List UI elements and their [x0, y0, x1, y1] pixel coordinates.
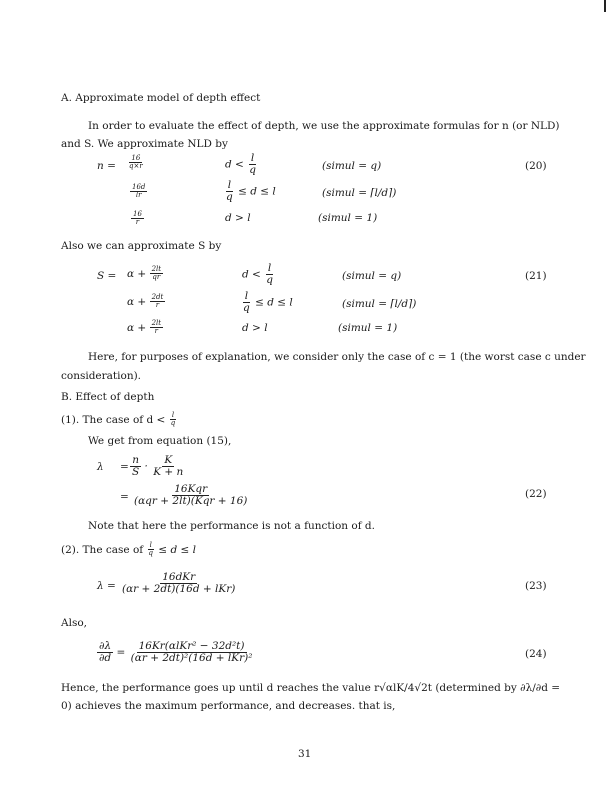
case-label: (2). The case of	[61, 543, 144, 556]
denominator: S	[132, 466, 140, 479]
paragraph-line: Here, for purposes of explanation, we consider only the case of c = 1 (the worst case c under	[88, 351, 586, 363]
numerator: 2dt	[151, 293, 164, 301]
eq20-simul: (simul = ⌈l/d⌉)	[322, 187, 397, 199]
numerator: l	[171, 411, 175, 419]
numerator: l	[149, 541, 152, 549]
term-prefix: α +	[127, 295, 147, 308]
eq21-condition	[242, 263, 275, 286]
eq20-number: (20)	[525, 160, 547, 172]
numerator: 16dKr	[162, 571, 196, 583]
eq21-number: (21)	[525, 270, 547, 282]
denominator: q	[249, 164, 256, 177]
numerator: 2lt	[151, 265, 162, 273]
eq21-simul: (simul = ⌈l/d⌉)	[342, 298, 417, 310]
denominator: qr	[152, 273, 161, 282]
eq21-term	[127, 294, 165, 310]
eq20-condition	[224, 180, 276, 203]
eq21-lhs: S =	[97, 270, 117, 282]
numerator: 16d	[132, 183, 146, 191]
eq20-simul: (simul = q)	[322, 160, 382, 172]
eq20-condition: d > l	[225, 212, 251, 224]
eq20-lhs: n =	[97, 160, 116, 172]
numerator: l	[244, 290, 249, 302]
eq24-number: (24)	[525, 648, 547, 660]
paragraph-line: Hence, the performance goes up until d reaches the value r√αlK/4√2t (determined by ∂λ/∂d =	[61, 682, 561, 694]
case2-heading	[61, 542, 196, 558]
paragraph-line: and S. We approximate NLD by	[61, 138, 228, 150]
numerator: l	[250, 152, 255, 164]
case-label: (1). The case of d <	[61, 413, 166, 426]
dot: ·	[144, 460, 148, 473]
denominator: q	[243, 302, 250, 315]
eq23-rhs	[120, 572, 237, 595]
denominator: r	[155, 301, 160, 310]
section-a-heading: A. Approximate model of depth effect	[61, 92, 261, 104]
page-number: 31	[298, 748, 312, 760]
paragraph-line: consideration).	[61, 370, 142, 382]
denominator: K + n	[153, 466, 184, 479]
paragraph-line: Note that here the performance is not a function of d.	[88, 520, 375, 532]
denominator: lr	[135, 191, 142, 200]
paragraph-line: 0) achieves the maximum performance, and decreases. that is,	[61, 700, 396, 712]
eq21-simul: (simul = q)	[342, 270, 402, 282]
eq21-condition	[241, 291, 293, 314]
eq20-condition	[225, 153, 258, 176]
denominator: ∂d	[99, 652, 112, 665]
eq21-condition: d > l	[242, 322, 268, 334]
eq20-term	[130, 184, 147, 200]
scan-edge-mark	[604, 0, 606, 12]
denominator: q	[266, 274, 273, 287]
numerator: ∂λ	[99, 640, 112, 652]
paragraph-line: Also we can approximate S by	[61, 240, 222, 252]
term-prefix: α +	[127, 267, 147, 280]
eq22-number: (22)	[525, 488, 547, 500]
eq20-term	[131, 211, 144, 227]
section-b-heading: B. Effect of depth	[61, 391, 155, 403]
cond-text: d <	[242, 268, 261, 281]
eq22-rhs2	[132, 484, 249, 507]
denominator: q	[148, 549, 153, 558]
denominator: r	[154, 327, 159, 336]
case-condition: ≤ d ≤ l	[158, 543, 197, 556]
denominator: (αr + 2dt)(16d + lKr)	[122, 583, 236, 596]
eq21-term	[127, 266, 163, 282]
numerator: 16	[133, 210, 142, 218]
numerator: 16Kr(αlKr² − 32d²t)	[138, 640, 245, 652]
denominator: q×r	[129, 162, 143, 171]
eq21-term	[127, 320, 163, 336]
denominator: q	[170, 419, 176, 428]
denominator: (αqr + 2lt)(Kqr + 16)	[134, 495, 248, 508]
numerator: l	[227, 179, 232, 191]
cond-text: ≤ d ≤ l	[238, 185, 276, 198]
numerator: 16Kqr	[174, 483, 208, 495]
equals: =	[116, 646, 126, 659]
eq24-lhs	[97, 641, 254, 664]
paragraph-line: Also,	[61, 617, 87, 629]
numerator: l	[267, 262, 272, 274]
paragraph-line: We get from equation (15),	[88, 435, 232, 447]
eq22-rhs1	[130, 455, 185, 478]
eq22-equals: =	[120, 461, 129, 473]
denominator: r	[135, 218, 140, 227]
denominator: (αr + 2dt)²(16d + lKr)²	[130, 652, 253, 665]
eq20-term	[127, 155, 145, 171]
eq22-lhs: λ	[97, 461, 104, 473]
paragraph-line: In order to evaluate the effect of depth, we use the approximate formulas for n (or NLD)	[88, 120, 560, 132]
eq22-equals: =	[120, 491, 129, 503]
numerator: K	[164, 454, 173, 466]
eq20-simul: (simul = 1)	[318, 212, 378, 224]
denominator: q	[226, 191, 233, 204]
term-prefix: α +	[127, 321, 147, 334]
numerator: 16	[131, 154, 141, 162]
eq21-simul: (simul = 1)	[338, 322, 398, 334]
eq23-lhs: λ =	[97, 580, 116, 592]
cond-text: d <	[225, 158, 244, 171]
cond-text: ≤ d ≤ l	[255, 296, 293, 309]
eq23-number: (23)	[525, 580, 547, 592]
numerator: 2lt	[151, 319, 162, 327]
numerator: n	[132, 454, 139, 466]
case1-heading	[61, 412, 177, 428]
